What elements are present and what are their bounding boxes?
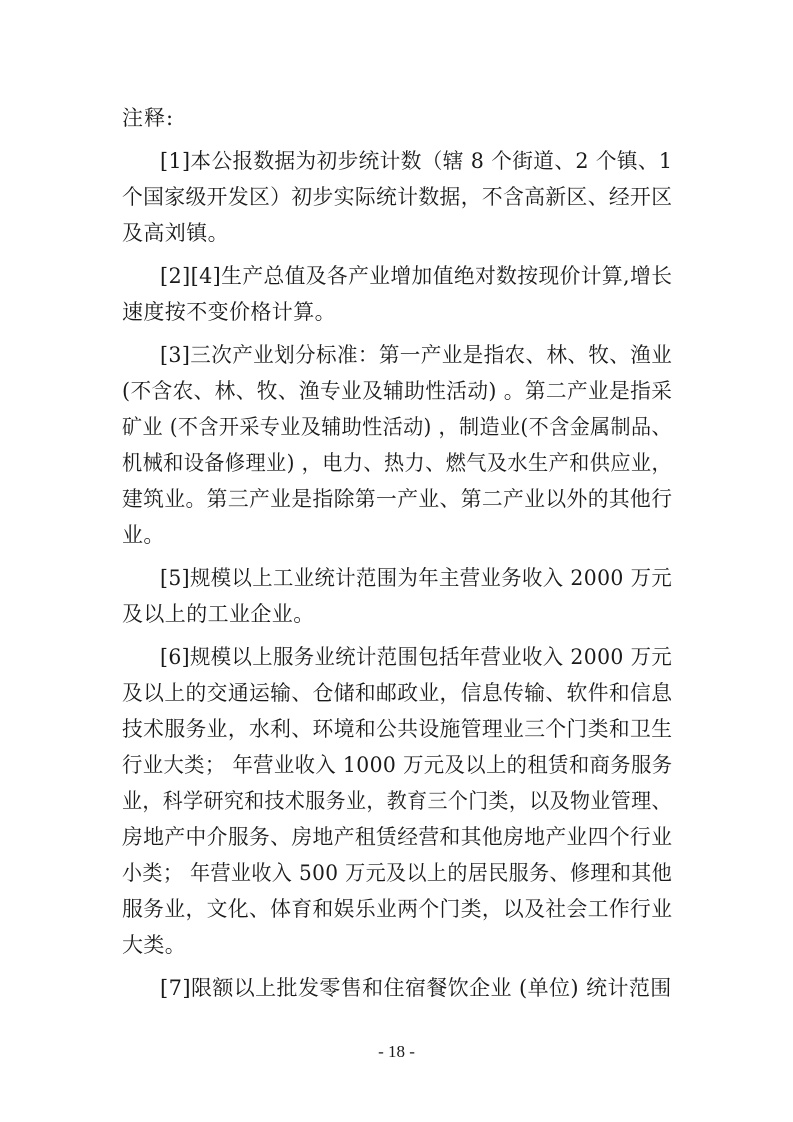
note-1-line-1: [1]本公报数据为初步统计数（辖 8 个街道、2 个镇、1 xyxy=(160,149,673,173)
page-number: - 18 - xyxy=(378,1042,415,1061)
note-6-line-5: 业，科学研究和技术服务业，教育三个门类，以及物业管理、 xyxy=(122,789,672,813)
notes-heading: 注释: xyxy=(122,106,175,130)
note-6-line-4: 行业大类； 年营业收入 1000 万元及以上的租赁和商务服务 xyxy=(122,753,673,777)
note-3-line-5: 建筑业。第三产业是指除第一产业、第二产业以外的其他行 xyxy=(122,487,673,511)
note-3-line-3: 矿业 (不含开采专业及辅助性活动) ，制造业(不含金属制品、 xyxy=(122,415,672,439)
note-1-line-2: 个国家级开发区）初步实际统计数据，不含高新区、经开区 xyxy=(122,185,673,209)
note-3-line-2: (不含农、林、牧、渔专业及辅助性活动) 。第二产业是指采 xyxy=(122,379,673,403)
note-6-line-9: 大类。 xyxy=(122,933,187,957)
note-5-line-2: 及以上的工业企业。 xyxy=(122,602,315,626)
note-1-line-3: 及高刘镇。 xyxy=(122,221,229,245)
note-5-line-1: [5]规模以上工业统计范围为年主营业务收入 2000 万元 xyxy=(160,566,673,590)
note-3-line-6: 业。 xyxy=(122,523,165,547)
note-3-line-1: [3]三次产业划分标准：第一产业是指农、林、牧、渔业 xyxy=(160,343,673,367)
note-7-line-1: [7]限额以上批发零售和住宿餐饮企业 (单位) 统计范围 xyxy=(160,976,672,1000)
note-6-line-8: 服务业，文化、体育和娱乐业两个门类，以及社会工作行业 xyxy=(122,897,673,921)
note-6-line-3: 技术服务业，水利、环境和公共设施管理业三个门类和卫生 xyxy=(122,717,673,741)
note-6-line-7: 小类； 年营业收入 500 万元及以上的居民服务、修理和其他 xyxy=(122,861,673,885)
note-3-line-4: 机械和设备修理业) ，电力、热力、燃气及水生产和供应业， xyxy=(122,451,673,475)
note-2-line-1: [2][4]生产总值及各产业增加值绝对数按现价计算,增长 xyxy=(160,264,673,288)
note-6-line-1: [6]规模以上服务业统计范围包括年营业收入 2000 万元 xyxy=(160,645,673,669)
note-6-line-2: 及以上的交通运输、仓储和邮政业，信息传输、软件和信息 xyxy=(122,681,673,705)
note-6-line-6: 房地产中介服务、房地产租赁经营和其他房地产业四个行业 xyxy=(122,825,673,849)
note-2-line-2: 速度按不变价格计算。 xyxy=(122,300,336,324)
